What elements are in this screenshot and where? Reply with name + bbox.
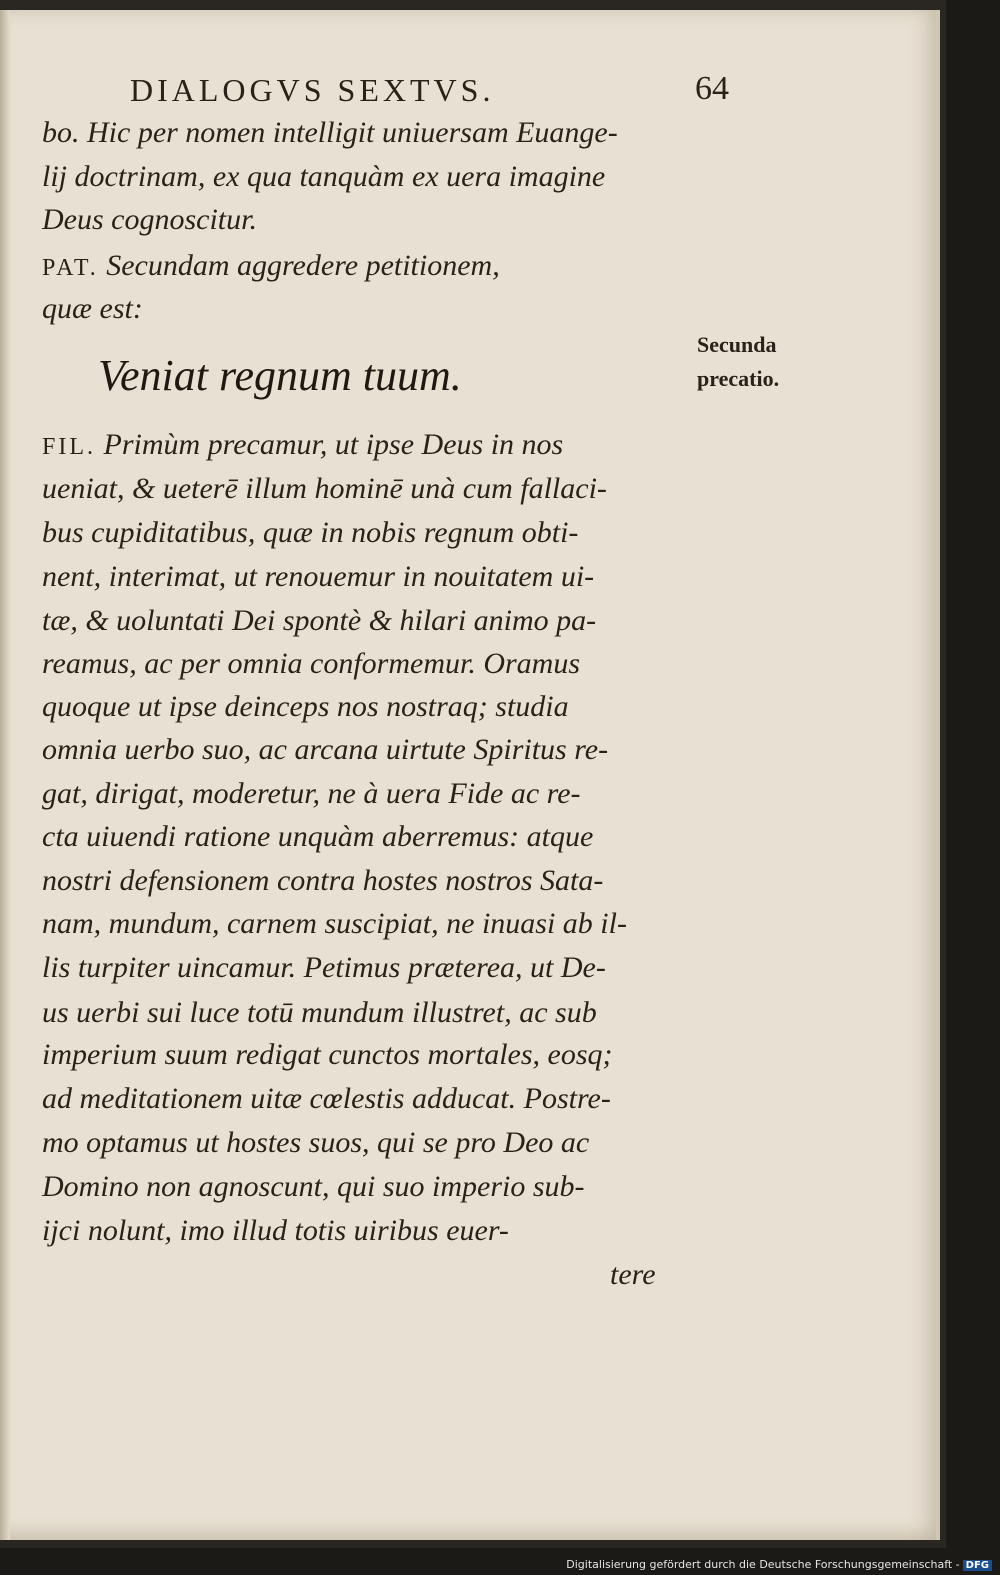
text-line: imperium suum redigat cunctos mortales, eosq; (42, 1038, 613, 1071)
text-line: lis turpiter uincamur. Petimus præterea, ut De- (42, 951, 606, 984)
text-line: nostri defensionem contra hostes nostros Sata- (42, 864, 604, 897)
text-line: tæ, & uoluntati Dei spontè & hilari animo pa- (42, 604, 597, 637)
book-page (0, 10, 940, 1540)
text-line: ijci nolunt, imo illud totis uiribus euer- (42, 1214, 509, 1247)
speaker-label: PAT. (42, 255, 99, 281)
text-line: quoque ut ipse deinceps nos nostraq; studia (42, 690, 569, 723)
text-line: bus cupiditatibus, quæ in nobis regnum obti- (42, 516, 579, 549)
page-number: 64 (695, 70, 729, 107)
text-line: bo. Hic per nomen intelligit uniuersam Euange- (42, 116, 618, 149)
text-line: ad meditationem uitæ cœlestis adducat. Postre- (42, 1082, 611, 1115)
margin-note-line-1: Secunda (697, 332, 777, 357)
text-line: FIL. Primùm precamur, ut ipse Deus in nos (42, 428, 564, 461)
text-line: gat, dirigat, moderetur, ne à uera Fide ac re- (42, 777, 581, 810)
margin-note-line-2: precatio. (697, 366, 780, 391)
text-line: nent, interimat, ut renouemur in nouitatem ui- (42, 560, 595, 593)
text-line: PAT. Secundam aggredere petitionem, (42, 249, 500, 282)
text-line: ueniat, & ueterē illum hominē unà cum fallaci- (42, 472, 607, 505)
credit-text: Digitalisierung gefördert durch die Deutsche Forschungsgemeinschaft - (566, 1558, 960, 1571)
text-line: Domino non agnoscunt, qui suo imperio sub- (42, 1170, 585, 1203)
text-line: quæ est: (42, 292, 143, 325)
digitization-credit (566, 1558, 992, 1571)
prayer-heading: Veniat regnum tuum. (98, 351, 462, 400)
text-line: lij doctrinam, ex qua tanquàm ex uera imagine (42, 160, 606, 193)
text-line: nam, mundum, carnem suscipiat, ne inuasi ab il- (42, 907, 627, 940)
text-line: mo optamus ut hostes suos, qui se pro Deo ac (42, 1126, 590, 1159)
text-line: reamus, ac per omnia conformemur. Oramus (42, 647, 581, 680)
text-line: us uerbi sui luce totū mundum illustret, ac sub (42, 996, 597, 1029)
text-line: Deus cognoscitur. (42, 203, 257, 236)
text-line: omnia uerbo suo, ac arcana uirtute Spiritus re- (42, 733, 609, 766)
page-binding (0, 10, 10, 1540)
speaker-label: FIL. (42, 434, 96, 460)
catchword: tere (610, 1258, 656, 1291)
running-header: DIALOGVS SEXTVS. (130, 72, 495, 108)
margin-note (697, 328, 837, 396)
text-line: cta uiuendi ratione unquàm aberremus: atque (42, 820, 594, 853)
dfg-logo: DFG (963, 1560, 992, 1571)
